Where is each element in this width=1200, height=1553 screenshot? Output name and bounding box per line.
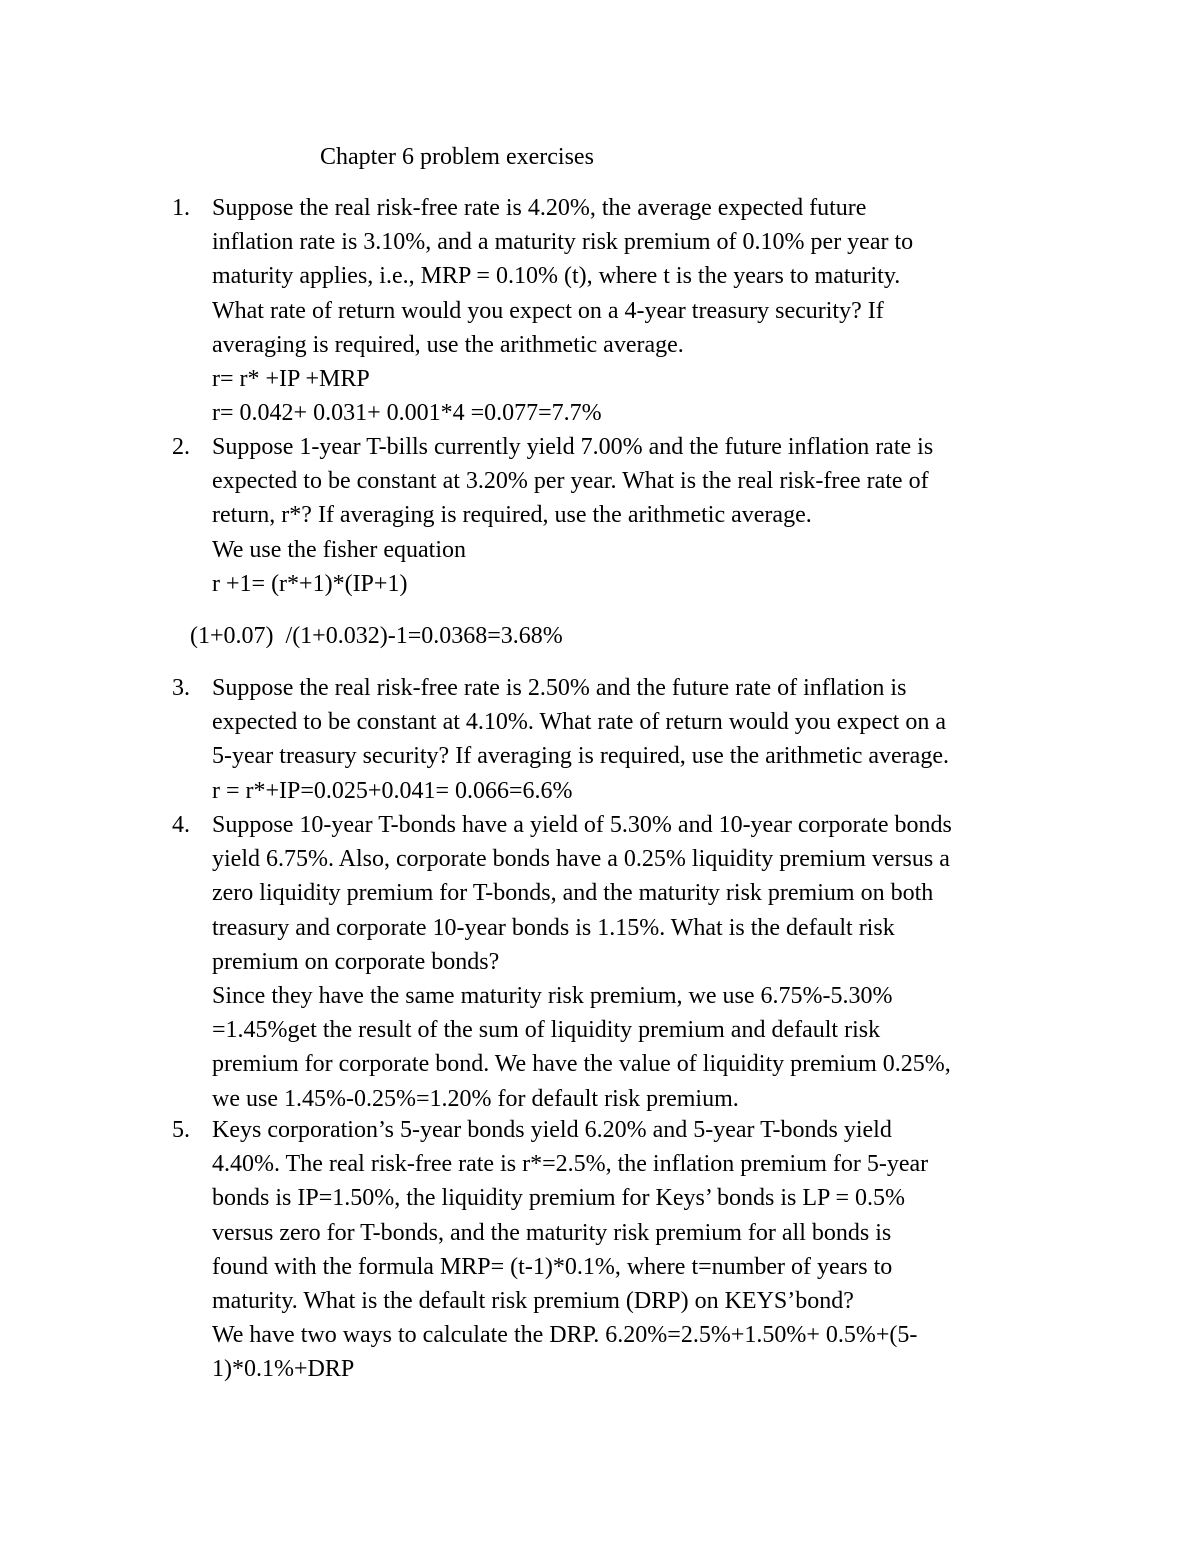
problem-text-line: versus zero for T-bonds, and the maturity risk premium for all bonds is — [212, 1219, 892, 1246]
problem-text-line: Suppose the real risk-free rate is 4.20%, the average expected future — [212, 195, 867, 221]
answer-text: we use 1.45%-0.25%=1.20% for default risk premium. — [212, 1085, 739, 1112]
problem-1 — [172, 191, 1072, 430]
page-title: Chapter 6 problem exercises — [320, 144, 594, 170]
answer-text: Since they have the same maturity risk premium, we use 6.75%-5.30% — [212, 983, 893, 1010]
answer-formula: r +1= (r*+1)*(IP+1) — [212, 570, 408, 597]
problem-number: 3. — [172, 675, 190, 701]
problem-4 — [172, 808, 1072, 1116]
standalone-calculation: (1+0.07) /(1+0.032)-1=0.0368=3.68% — [190, 623, 563, 649]
problem-text-line: found with the formula MRP= (t-1)*0.1%, where t=number of years to — [212, 1253, 893, 1280]
problem-text-line: inflation rate is 3.10%, and a maturity risk premium of 0.10% per year to — [212, 229, 914, 256]
problem-text-line: averaging is required, use the arithmetic average. — [212, 331, 684, 358]
problem-text-line: Suppose the real risk-free rate is 2.50% and the future rate of inflation is — [212, 675, 907, 701]
problem-number: 2. — [172, 434, 190, 460]
problem-number: 5. — [172, 1117, 190, 1143]
answer-text: We use the fisher equation — [212, 536, 466, 563]
problem-5 — [172, 1113, 1072, 1387]
problem-text-line: 5-year treasury security? If averaging is required, use the arithmetic average. — [212, 743, 949, 770]
answer-text: We have two ways to calculate the DRP. 6.20%=2.5%+1.50%+ 0.5%+(5- — [212, 1322, 918, 1349]
problem-text-line: expected to be constant at 3.20% per year. What is the real risk-free rate of — [212, 468, 929, 495]
problem-text-line: premium on corporate bonds? — [212, 948, 500, 975]
answer-text: =1.45%get the result of the sum of liquidity premium and default risk — [212, 1017, 881, 1044]
problem-text-line: maturity. What is the default risk premium (DRP) on KEYS’bond? — [212, 1288, 854, 1315]
problem-text-line: expected to be constant at 4.10%. What rate of return would you expect on a — [212, 709, 946, 736]
problem-text-line: zero liquidity premium for T-bonds, and the maturity risk premium on both — [212, 880, 934, 907]
problem-number: 4. — [172, 812, 190, 838]
problem-text-line: yield 6.75%. Also, corporate bonds have a 0.25% liquidity premium versus a — [212, 846, 950, 873]
answer-formula: r= r* +IP +MRP — [212, 366, 370, 393]
problem-text-line: 4.40%. The real risk-free rate is r*=2.5%, the inflation premium for 5-year — [212, 1151, 929, 1178]
answer-text: premium for corporate bond. We have the value of liquidity premium 0.25%, — [212, 1051, 951, 1078]
problem-text-line: Suppose 10-year T-bonds have a yield of 5.30% and 10-year corporate bonds — [212, 812, 952, 838]
problem-text-line: return, r*? If averaging is required, use the arithmetic average. — [212, 502, 812, 529]
answer-calculation: r = r*+IP=0.025+0.041= 0.066=6.6% — [212, 777, 573, 804]
problem-3 — [172, 671, 1072, 808]
answer-text: 1)*0.1%+DRP — [212, 1356, 355, 1383]
problem-text-line: treasury and corporate 10-year bonds is 1.15%. What is the default risk — [212, 914, 895, 941]
problem-text-line: Keys corporation’s 5-year bonds yield 6.20% and 5-year T-bonds yield — [212, 1117, 892, 1143]
problem-text-line: bonds is IP=1.50%, the liquidity premium for Keys’ bonds is LP = 0.5% — [212, 1185, 906, 1212]
problem-text-line: What rate of return would you expect on a 4-year treasury security? If — [212, 297, 884, 324]
answer-calculation: r= 0.042+ 0.031+ 0.001*4 =0.077=7.7% — [212, 400, 602, 427]
problem-2 — [172, 430, 1072, 601]
problem-number: 1. — [172, 195, 190, 221]
problem-text-line: Suppose 1-year T-bills currently yield 7.00% and the future inflation rate is — [212, 434, 934, 460]
problem-text-line: maturity applies, i.e., MRP = 0.10% (t), where t is the years to maturity. — [212, 263, 901, 290]
